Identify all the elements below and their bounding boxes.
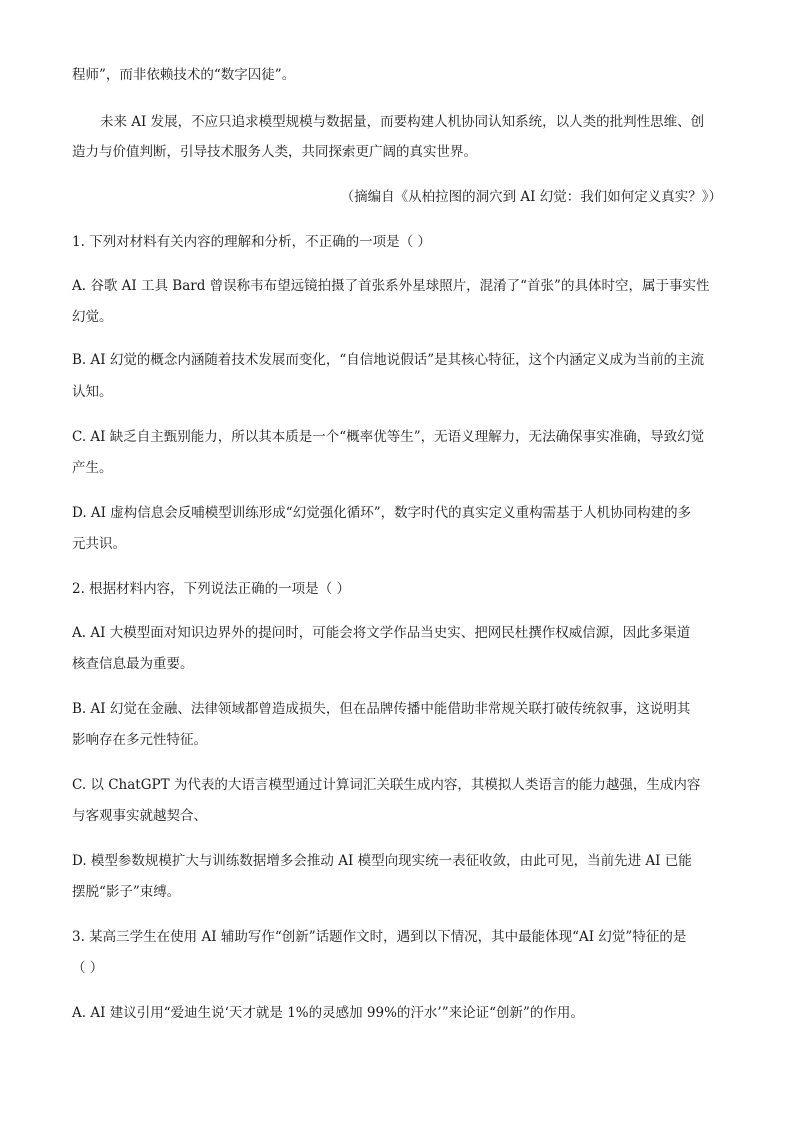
question-stem: 2. 根据材料内容，下列说法正确的一项是（ ） bbox=[72, 581, 350, 597]
option-c: C. AI 缺乏自主甄别能力，所以其本质是一个“概率优等生”，无语义理解力，无法确保事实准确，导致幻觉 bbox=[72, 429, 705, 445]
option-b: 影响存在多元性特征。 bbox=[72, 732, 207, 748]
passage-text: 程师”，而非依赖技术的“数字囚徒”。 bbox=[72, 67, 296, 83]
option-d: 元共识。 bbox=[72, 536, 126, 552]
option-a: A. 谷歌 AI 工具 Bard 曾误称韦布望远镜拍摄了首张系外星球照片，混淆了“首张”的具体时空，属于事实性 bbox=[72, 278, 710, 294]
question-stem: 1. 下列对材料有关内容的理解和分析，不正确的一项是（ ） bbox=[72, 234, 431, 250]
option-a: A. AI 大模型面对知识边界外的提问时，可能会将文学作品当史实、把网民杜撰作权威信源，因此多渠道 bbox=[72, 625, 691, 641]
question-stem: （ ） bbox=[72, 960, 104, 976]
option-d: 摆脱“影子”束缚。 bbox=[72, 884, 181, 900]
option-d: D. 模型参数规模扩大与训练数据增多会推动 AI 模型向现实统一表征收敛，由此可见，当前先进 AI 已能 bbox=[72, 853, 692, 869]
option-b: B. AI 幻觉在金融、法律领域都曾造成损失，但在品牌传播中能借助非常规关联打破传统叙事，这说明其 bbox=[72, 701, 691, 717]
option-c: 与客观事实就越契合、 bbox=[72, 808, 207, 824]
option-c: C. 以 ChatGPT 为代表的大语言模型通过计算词汇关联生成内容，其模拟人类语言的能力越强，生成内容 bbox=[72, 777, 701, 793]
option-c: 产生。 bbox=[72, 460, 113, 476]
source-citation: （摘编自《从柏拉图的洞穴到 AI 幻觉：我们如何定义真实？》） bbox=[340, 189, 722, 205]
question-stem: 3. 某高三学生在使用 AI 辅助写作“创新”话题作文时，遇到以下情况，其中最能体现“AI 幻觉”特征的是 bbox=[72, 929, 687, 945]
passage-text: 造力与价值判断，引导技术服务人类，共同探索更广阔的真实世界。 bbox=[72, 144, 477, 160]
option-b: B. AI 幻觉的概念内涵随着技术发展而变化，“自信地说假话”是其核心特征，这个内涵定义成为当前的主流 bbox=[72, 352, 705, 368]
option-a: 核查信息最为重要。 bbox=[72, 656, 194, 672]
passage-text: 未来 AI 发展，不应只追求模型规模与数据量，而要构建人机协同认知系统，以人类的批判性思维、创 bbox=[100, 114, 705, 130]
option-d: D. AI 虚构信息会反哺模型训练形成“幻觉强化循环”，数字时代的真实定义重构需基于人机协同构建的多 bbox=[72, 505, 692, 521]
option-a: A. AI 建议引用“爱迪生说‘天才就是 1%的灵感加 99%的汗水’”来论证“创新”的作用。 bbox=[72, 1005, 584, 1021]
option-b: 认知。 bbox=[72, 384, 113, 400]
option-a: 幻觉。 bbox=[72, 309, 113, 325]
